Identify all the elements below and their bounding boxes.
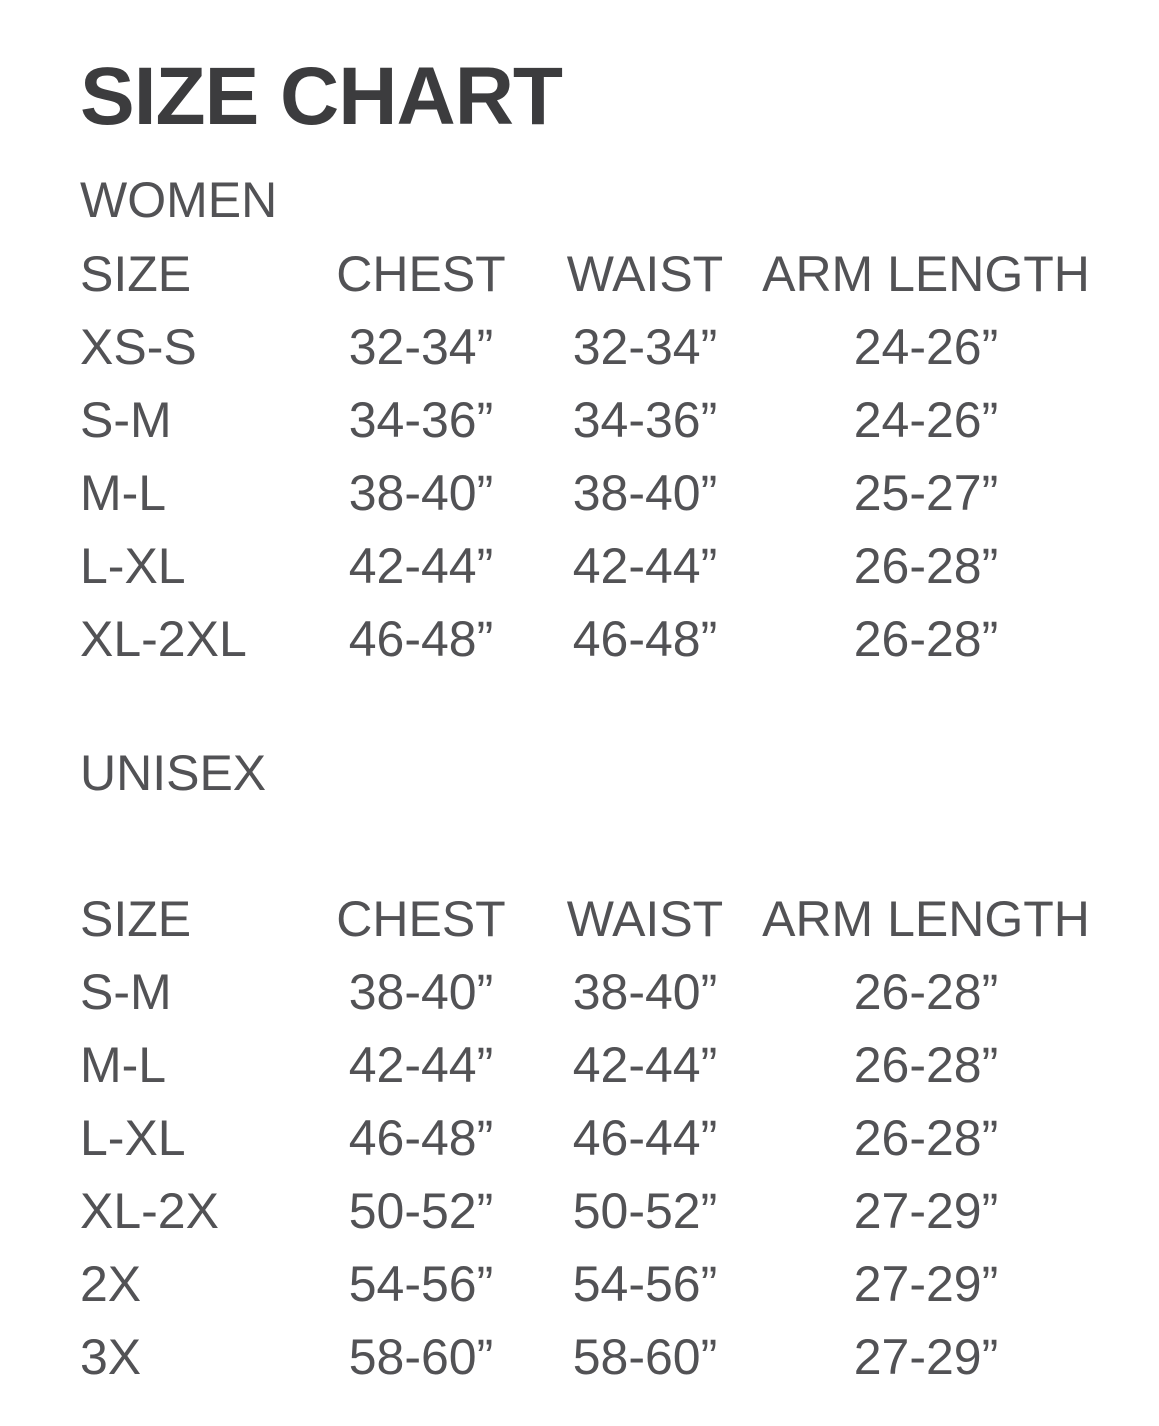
measurement-cell: 26-28” [853, 1109, 999, 1166]
size-cell: S-M [80, 963, 172, 1020]
measurement-cell: 26-28” [853, 963, 999, 1020]
measurement-cell: 46-48” [348, 1109, 494, 1166]
measurement-cell: 24-26” [853, 318, 999, 375]
measurement-cell: 46-48” [348, 610, 494, 667]
size-section-women [80, 164, 1129, 675]
size-cell: XL-2X [80, 1182, 219, 1239]
measurement-cell: 27-29” [853, 1255, 999, 1312]
measurement-cell: 25-27” [853, 464, 999, 521]
measurement-cell: 27-29” [853, 1182, 999, 1239]
table-row [80, 1320, 1092, 1393]
measurement-cell: 27-29” [853, 1328, 999, 1385]
measurement-cell: 42-44” [572, 1036, 718, 1093]
table-row [80, 1174, 1092, 1247]
measurement-cell: 50-52” [348, 1182, 494, 1239]
table-row [80, 955, 1092, 1028]
header-row [80, 882, 1092, 955]
section-label: UNISEX [80, 745, 267, 801]
table-row [80, 1028, 1092, 1101]
measurement-cell: 38-40” [348, 963, 494, 1020]
size-cell: 3X [80, 1328, 142, 1385]
measurement-cell: 34-36” [348, 391, 494, 448]
measurement-cell: 46-44” [572, 1109, 718, 1166]
column-header: ARM LENGTH [762, 890, 1090, 947]
measurement-cell: 54-56” [348, 1255, 494, 1312]
column-header: WAIST [566, 890, 724, 947]
size-chart-sections [80, 164, 1129, 1393]
measurement-cell: 26-28” [853, 610, 999, 667]
measurement-cell: 24-26” [853, 391, 999, 448]
column-header: WAIST [566, 245, 724, 302]
size-cell: XL-2XL [80, 610, 247, 667]
size-cell: S-M [80, 391, 172, 448]
measurement-cell: 38-40” [572, 464, 718, 521]
table-row [80, 1101, 1092, 1174]
measurement-cell: 58-60” [348, 1328, 494, 1385]
table-row [80, 529, 1092, 602]
table-row [80, 456, 1092, 529]
measurement-cell: 58-60” [572, 1328, 718, 1385]
measurement-cell: 50-52” [572, 1182, 718, 1239]
measurement-cell: 34-36” [572, 391, 718, 448]
table-row [80, 1247, 1092, 1320]
size-table [80, 882, 1092, 1393]
column-header: CHEST [336, 890, 506, 947]
size-cell: XS-S [80, 318, 197, 375]
section-label: WOMEN [80, 172, 278, 228]
table-row [80, 602, 1092, 675]
measurement-cell: 46-48” [572, 610, 718, 667]
measurement-cell: 54-56” [572, 1255, 718, 1312]
measurement-cell: 42-44” [348, 1036, 494, 1093]
table-row [80, 310, 1092, 383]
size-cell: 2X [80, 1255, 142, 1312]
measurement-cell: 32-34” [348, 318, 494, 375]
column-header: SIZE [80, 245, 192, 302]
measurement-cell: 38-40” [348, 464, 494, 521]
size-table [80, 237, 1092, 675]
table-row [80, 383, 1092, 456]
size-cell: M-L [80, 464, 167, 521]
measurement-cell: 38-40” [572, 963, 718, 1020]
column-header: SIZE [80, 890, 192, 947]
size-cell: L-XL [80, 1109, 186, 1166]
size-cell: M-L [80, 1036, 167, 1093]
size-cell: L-XL [80, 537, 186, 594]
measurement-cell: 32-34” [572, 318, 718, 375]
column-header: CHEST [336, 245, 506, 302]
measurement-cell: 42-44” [348, 537, 494, 594]
measurement-cell: 26-28” [853, 537, 999, 594]
page-title: SIZE CHART [80, 51, 562, 142]
column-header: ARM LENGTH [762, 245, 1090, 302]
header-row [80, 237, 1092, 310]
measurement-cell: 42-44” [572, 537, 718, 594]
measurement-cell: 26-28” [853, 1036, 999, 1093]
size-section-unisex [80, 737, 1129, 1393]
